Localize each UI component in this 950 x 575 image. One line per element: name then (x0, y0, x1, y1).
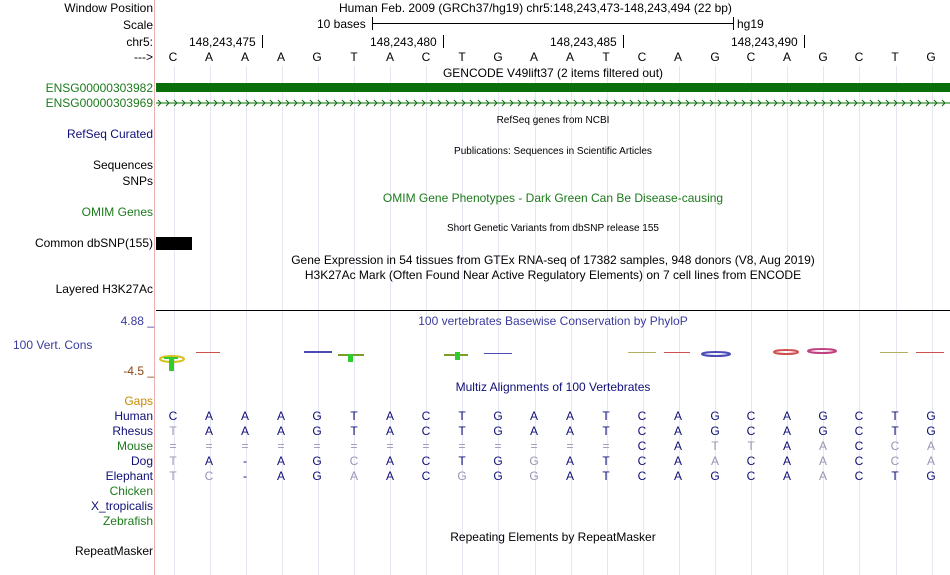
multiz-base: A (240, 424, 249, 438)
phylop-blip-5 (444, 352, 468, 360)
phylop-min-label: -4.5 _ (123, 364, 154, 378)
multiz-base: = (350, 439, 358, 453)
multiz-base: G (926, 409, 936, 423)
multiz-base: A (240, 409, 249, 423)
phylop-blip-6 (484, 353, 512, 354)
multiz-base: C (854, 409, 864, 423)
base-letter: A (673, 50, 682, 64)
multiz-base: G (312, 409, 322, 423)
assembly-position-text: Human Feb. 2009 (GRCh37/hg19) chr5:148,243,473-148,243,494 (22 bp) (339, 1, 732, 15)
multiz-base: C (168, 409, 178, 423)
multiz-base: A (565, 454, 574, 468)
multiz-base: A (276, 454, 285, 468)
dbsnp-variant-block[interactable] (156, 237, 192, 250)
base-letter: G (493, 50, 503, 64)
h3k27ac-label[interactable]: Layered H3K27Ac (55, 282, 153, 296)
multiz-species-label[interactable]: Human (114, 409, 153, 423)
multiz-base: A (276, 469, 285, 483)
multiz-base: G (926, 469, 936, 483)
base-letter: T (350, 50, 358, 64)
multiz-species-label[interactable]: X_tropicalis (90, 499, 153, 513)
phylop-blip-4 (338, 354, 364, 362)
gencode-item-2-bar[interactable] (156, 97, 950, 109)
multiz-base: A (385, 409, 394, 423)
multiz-base: G (312, 454, 322, 468)
multiz-base: A (385, 469, 394, 483)
multiz-base: A (926, 439, 935, 453)
omim-title: OMIM Gene Phenotypes - Dark Green Can Be Disease-causing (382, 191, 724, 205)
base-letter: A (782, 50, 791, 64)
position-tick (623, 35, 624, 48)
multiz-base: G (493, 454, 503, 468)
multiz-base: G (818, 409, 828, 423)
multiz-base: T (458, 454, 466, 468)
multiz-base: A (673, 454, 682, 468)
multiz-base: T (602, 469, 610, 483)
multiz-base: - (243, 454, 247, 468)
base-letter: A (204, 50, 213, 64)
dbsnp-label[interactable]: Common dbSNP(155) (34, 236, 153, 250)
position-label: 148,243,475 (189, 35, 256, 49)
multiz-base: T (891, 469, 899, 483)
multiz-base: A (673, 424, 682, 438)
h3k27ac-title: H3K27Ac Mark (Often Found Near Active Regulatory Elements) on 7 cell lines from ENCODE (304, 268, 802, 282)
multiz-species-label[interactable]: Mouse (116, 439, 153, 453)
multiz-base: C (890, 454, 900, 468)
multiz-base: = (494, 439, 502, 453)
multiz-base: = (313, 439, 321, 453)
multiz-base: = (241, 439, 249, 453)
multiz-base: C (637, 454, 647, 468)
multiz-base: T (602, 424, 610, 438)
db-text: hg19 (737, 17, 764, 31)
multiz-base: C (637, 424, 647, 438)
multiz-base: T (711, 439, 719, 453)
multiz-base: A (565, 409, 574, 423)
base-letter: G (312, 50, 322, 64)
multiz-base: A (673, 439, 682, 453)
base-letter: C (854, 50, 864, 64)
multiz-base: C (637, 439, 647, 453)
multiz-base: = (169, 439, 177, 453)
multiz-base: A (349, 469, 358, 483)
base-letter: A (385, 50, 394, 64)
base-letter: G (818, 50, 828, 64)
phylop-label[interactable]: 100 Vert. Cons (13, 338, 93, 352)
phylop-blip-11 (808, 349, 836, 353)
base-letter: A (240, 50, 249, 64)
multiz-base: A (529, 409, 538, 423)
multiz-base: G (493, 469, 503, 483)
phylop-graph[interactable] (156, 346, 950, 372)
multiz-base: = (205, 439, 213, 453)
position-label: 148,243,485 (550, 35, 617, 49)
multiz-base: C (746, 469, 756, 483)
multiz-base: G (493, 409, 503, 423)
strand-label: ---> (134, 50, 153, 64)
gencode-title: GENCODE V49lift37 (2 items filtered out) (442, 66, 664, 80)
multiz-base: C (637, 469, 647, 483)
multiz-base: = (277, 439, 285, 453)
refseq-label[interactable]: RefSeq Curated (66, 127, 153, 141)
multiz-base: A (385, 424, 394, 438)
multiz-base: T (602, 454, 610, 468)
multiz-base: A (926, 454, 935, 468)
base-letter: T (891, 50, 899, 64)
multiz-base: C (854, 424, 864, 438)
multiz-base: T (891, 424, 899, 438)
scale-bar-end (733, 17, 734, 30)
phylop-blip-2 (196, 352, 220, 353)
scale-label: Scale (122, 18, 153, 32)
multiz-base: T (169, 454, 177, 468)
refseq-title: RefSeq genes from NCBI (496, 115, 610, 126)
multiz-base: G (818, 424, 828, 438)
multiz-base: G (710, 424, 720, 438)
multiz-base: A (782, 409, 791, 423)
multiz-base: A (565, 469, 574, 483)
multiz-base: C (421, 424, 431, 438)
position-label: 148,243,480 (370, 35, 437, 49)
multiz-base: - (243, 469, 247, 483)
gencode-item-1-bar[interactable] (156, 83, 950, 92)
multiz-base: T (602, 409, 610, 423)
window-position-label: Window Position (64, 1, 153, 15)
phylop-blip-7 (628, 352, 656, 353)
multiz-base: C (421, 469, 431, 483)
base-letter: T (458, 50, 466, 64)
multiz-species-label[interactable]: Elephant (105, 469, 153, 483)
multiz-base: G (710, 409, 720, 423)
multiz-base: = (566, 439, 574, 453)
multiz-base: A (529, 424, 538, 438)
repeatmasker-title: Repeating Elements by RepeatMasker (450, 530, 656, 544)
publications-snps-label[interactable]: SNPs (122, 174, 153, 188)
repeatmasker-label[interactable]: RepeatMasker (74, 544, 153, 558)
phylop-blip-13 (916, 352, 944, 353)
multiz-base: A (818, 469, 827, 483)
multiz-base: C (746, 424, 756, 438)
publications-sequences-label[interactable]: Sequences (92, 158, 153, 172)
multiz-base: T (169, 469, 177, 483)
multiz-base: = (386, 439, 394, 453)
scale-bar-line (372, 23, 734, 24)
multiz-base: A (276, 424, 285, 438)
phylop-title: 100 vertebrates Basewise Conservation by PhyloP (418, 314, 688, 328)
multiz-base: A (385, 454, 394, 468)
multiz-base: C (854, 454, 864, 468)
multiz-base: T (747, 439, 755, 453)
multiz-base: C (854, 469, 864, 483)
position-tick (443, 35, 444, 48)
multiz-base: = (422, 439, 430, 453)
base-letter: G (926, 50, 936, 64)
multiz-base: A (710, 454, 719, 468)
phylop-blip-9 (702, 352, 730, 356)
phylop-blip-10 (774, 350, 798, 354)
multiz-base: G (312, 469, 322, 483)
multiz-title: Multiz Alignments of 100 Vertebrates (455, 380, 651, 394)
multiz-base: T (891, 409, 899, 423)
multiz-base: G (926, 424, 936, 438)
multiz-base: C (421, 409, 431, 423)
gencode-item-1-label[interactable]: ENSG00000303982 (45, 81, 153, 95)
multiz-base: C (854, 439, 864, 453)
multiz-base: T (458, 409, 466, 423)
multiz-base: A (782, 454, 791, 468)
multiz-base: G (710, 469, 720, 483)
phylop-blip-12 (880, 352, 908, 353)
phylop-blip-3 (304, 351, 332, 353)
multiz-base: G (312, 424, 322, 438)
multiz-base: T (350, 424, 358, 438)
multiz-base: A (204, 424, 213, 438)
multiz-base: A (204, 409, 213, 423)
multiz-base: A (673, 469, 682, 483)
multiz-base: G (529, 469, 539, 483)
multiz-base: A (782, 424, 791, 438)
multiz-base: G (493, 424, 503, 438)
multiz-gaps-label[interactable]: Gaps (124, 394, 153, 408)
multiz-species-label[interactable]: Zebrafish (102, 514, 153, 528)
multiz-base: A (782, 439, 791, 453)
omim-label[interactable]: OMIM Genes (81, 205, 153, 219)
base-letter: C (746, 50, 756, 64)
multiz-base: C (204, 469, 214, 483)
h3k27ac-baseline (156, 310, 950, 311)
base-letter: T (602, 50, 610, 64)
left-column-divider (154, 0, 155, 575)
multiz-base: T (169, 424, 177, 438)
multiz-species-label[interactable]: Dog (130, 454, 153, 468)
gtex-title: Gene Expression in 54 tissues from GTEx RNA-seq of 17382 samples, 948 donors (V8, Aug 2019) (291, 253, 815, 267)
base-letter: A (565, 50, 574, 64)
publications-title: Publications: Sequences in Scientific Articles (454, 146, 652, 157)
multiz-base: C (890, 439, 900, 453)
dbsnp-title: Short Genetic Variants from dbSNP release 155 (447, 223, 659, 234)
phylop-blip-8 (664, 352, 690, 353)
multiz-base: A (204, 454, 213, 468)
phylop-max-label: 4.88 _ (120, 314, 154, 328)
multiz-base: C (349, 454, 359, 468)
multiz-base: T (350, 409, 358, 423)
multiz-base: = (458, 439, 466, 453)
multiz-base: G (457, 469, 467, 483)
base-letter: G (710, 50, 720, 64)
position-label: 148,243,490 (731, 35, 798, 49)
base-letter: C (637, 50, 647, 64)
multiz-species-label[interactable]: Rhesus (112, 424, 153, 438)
multiz-base: T (458, 424, 466, 438)
multiz-base: = (602, 439, 610, 453)
scale-text: 10 bases (317, 17, 366, 31)
position-tick (262, 35, 263, 48)
base-letter: A (276, 50, 285, 64)
base-letter: C (168, 50, 178, 64)
multiz-base: G (529, 454, 539, 468)
multiz-base: C (746, 454, 756, 468)
multiz-base: C (421, 454, 431, 468)
gencode-item-2-label[interactable]: ENSG00000303969 (45, 96, 153, 110)
multiz-base: A (565, 424, 574, 438)
position-tick (804, 35, 805, 48)
multiz-base: A (818, 454, 827, 468)
multiz-base: A (276, 409, 285, 423)
multiz-base: = (530, 439, 538, 453)
phylop-blip-1 (160, 356, 184, 371)
multiz-species-label[interactable]: Chicken (109, 484, 153, 498)
multiz-base: A (782, 469, 791, 483)
multiz-base: C (637, 409, 647, 423)
base-letter: C (421, 50, 431, 64)
chrom-label: chr5: (126, 35, 153, 49)
multiz-base: C (746, 409, 756, 423)
multiz-base: A (818, 439, 827, 453)
base-letter: A (529, 50, 538, 64)
multiz-base: A (673, 409, 682, 423)
